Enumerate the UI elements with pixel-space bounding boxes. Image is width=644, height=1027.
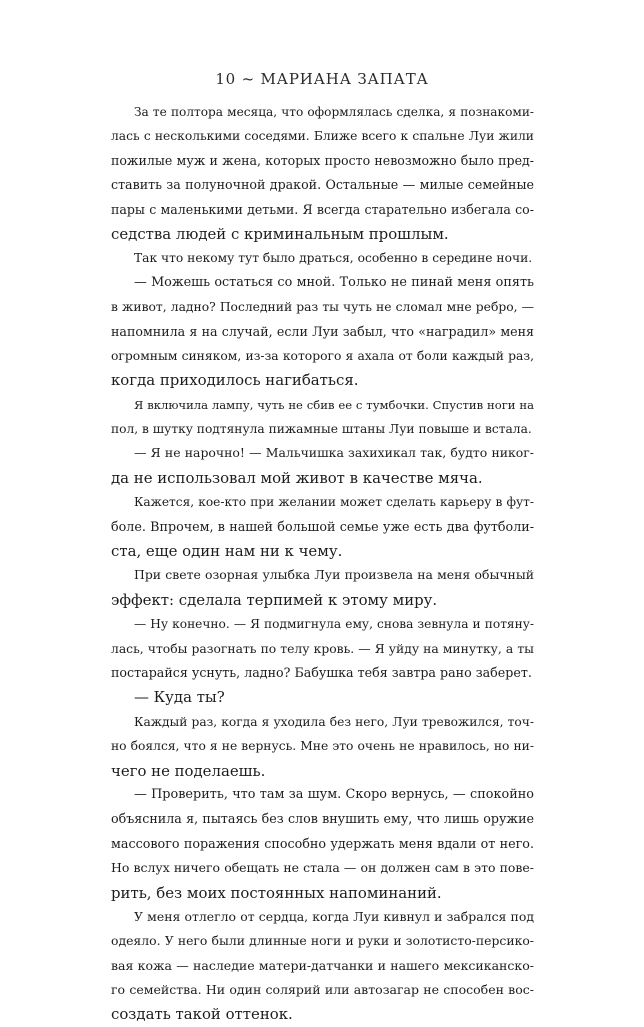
text-line: огромным синяком, из-за которого я ахала от боли каждый раз, [111, 348, 534, 363]
text-line: да не использовал мой живот в качестве мяча. [111, 468, 483, 487]
text-line: создать такой оттенок. [111, 1005, 293, 1024]
text-line: но боялся, что я не вернусь. Мне это очень не нравилось, но ни- [111, 739, 534, 754]
text-line: пол, в шутку подтянула пижамные штаны Луи повыше и встала. [111, 422, 532, 437]
text-line: — Ну конечно. — Я подмигнула ему, снова зевнула и потяну- [134, 617, 534, 632]
text-line: массового поражения способно удержать меня вдали от него. [111, 835, 534, 851]
text-line: лась с несколькими соседями. Ближе всего к спальне Луи жили [111, 129, 534, 144]
text-line: в живот, ладно? Последний раз ты чуть не сломал мне ребро, — [111, 300, 534, 315]
text-line: седства людей с криминальным прошлым. [111, 224, 449, 243]
text-line: рить, без моих постоянных напоминаний. [111, 883, 442, 902]
text-line: лась, чтобы разогнать по телу кровь. — Я уйду на минутку, а ты [111, 641, 534, 656]
text-line: напомнила я на случай, если Луи забыл, что «наградил» меня [111, 323, 534, 339]
text-line: — Можешь остаться со мной. Только не пинай меня опять [134, 274, 534, 290]
running-head: 10 ~ МАРИАНА ЗАПАТА [215, 70, 429, 88]
text-line: объяснила я, пытаясь без слов внушить ему, что лишь оружие [111, 811, 534, 827]
text-line: пары с маленькими детьми. Я всегда старательно избегала со- [111, 201, 534, 217]
text-line: — Проверить, что там за шум. Скоро вернусь, — спокойно [134, 786, 534, 802]
body-text [111, 100, 534, 1027]
text-line: постарайся уснуть, ладно? Бабушка тебя завтра рано заберет. [111, 664, 532, 680]
text-line: одеяло. У него были длинные ноги и руки и золотисто-персико- [111, 933, 534, 949]
text-line: Я включила лампу, чуть не сбив ее с тумбочки. Спустив ноги на [134, 397, 534, 412]
text-line: За те полтора месяца, что оформлялась сделка, я познакоми- [134, 105, 534, 119]
text-line: боле. Впрочем, в нашей большой семье уже есть два футболи- [111, 518, 534, 534]
text-line: Так что некому тут было драться, особенно в середине ночи. [134, 251, 533, 266]
text-line: ставить за полуночной дракой. Остальные — милые семейные [111, 177, 534, 193]
text-line: Но вслух ничего обещать не стала — он должен сам в это пове- [111, 860, 534, 876]
text-line: — Я не нарочно! — Мальчишка захихикал так, будто никог- [134, 445, 534, 461]
text-line: Каждый раз, когда я уходила без него, Луи тревожился, точ- [134, 714, 534, 729]
text-line: При свете озорная улыбка Луи произвела на меня обычный [134, 567, 534, 583]
text-line: чего не поделаешь. [111, 761, 266, 780]
text-line: го семейства. Ни один солярий или автозагар не способен вос- [111, 982, 534, 998]
text-line: эффект: сделала терпимей к этому миру. [111, 590, 438, 609]
text-line: У меня отлегло от сердца, когда Луи кивнул и забрался под [134, 908, 534, 924]
text-line: ста, еще один нам ни к чему. [111, 542, 343, 561]
text-line: Кажется, кое-кто при желании может сделать карьеру в фут- [134, 495, 534, 510]
text-line: вая кожа — наследие матери-датчанки и нашего мексиканско- [111, 957, 534, 973]
text-line: пожилые муж и жена, которых просто невозможно было пред- [111, 152, 534, 168]
text-line: — Куда ты? [134, 688, 225, 707]
text-line: когда приходилось нагибаться. [111, 371, 359, 390]
